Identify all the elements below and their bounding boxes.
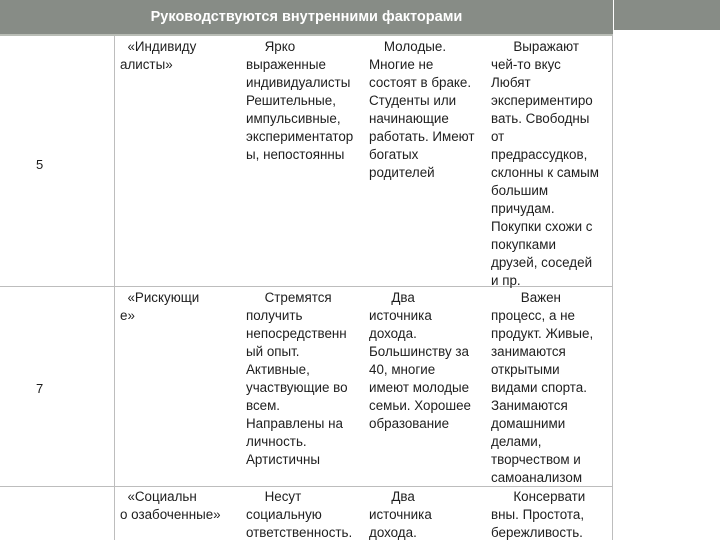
table-right-border (612, 34, 613, 540)
traits-cell: Несут социальную ответственность. (246, 489, 353, 540)
status-cell: Два источника дохода. Большинству за 40, многие имеют молодые семьи. Хорошее образование (369, 290, 472, 431)
traits-cell: Стремятся получить непосредственн ый опыт. Активные, участвующие во всем. Направлены на личность. Артистичны (246, 290, 348, 467)
status-cell: Два источника дохода. (369, 489, 432, 540)
segment-name-cell: «Индивиду алисты» (120, 39, 197, 72)
segment-name-cell: «Социальн о озабоченные» (120, 489, 221, 522)
column-divider (114, 36, 115, 540)
header-side-tab (614, 0, 720, 30)
row-number: 5 (36, 157, 44, 172)
table-header-title: Руководствуются внутренними факторами (150, 9, 463, 25)
segment-name-cell: «Рискующи е» (120, 290, 200, 323)
behavior-cell: Важен процесс, а не продукт. Живые, занимаются открытыми видами спорта. Занимаются домашними делами, творчеством и самоанализом (491, 290, 594, 485)
traits-cell: Ярко выраженные индивидуалисты Решительные, импульсивные, экспериментатор ы, непостоянны (246, 39, 354, 162)
row-number: 7 (36, 381, 44, 396)
behavior-cell: Выражают чей-то вкус Любят экспериментиро вать. Свободны от предрассудков, склонны к самым большим причудам. Покупки схожи с покупками друзей, соседей и пр. (491, 39, 600, 288)
status-cell: Молодые. Многие не состоят в браке. Студенты или начинающие работать. Имеют богатых родителей (369, 39, 475, 180)
behavior-cell: Консервати вны. Простота, бережливость. (491, 489, 586, 540)
